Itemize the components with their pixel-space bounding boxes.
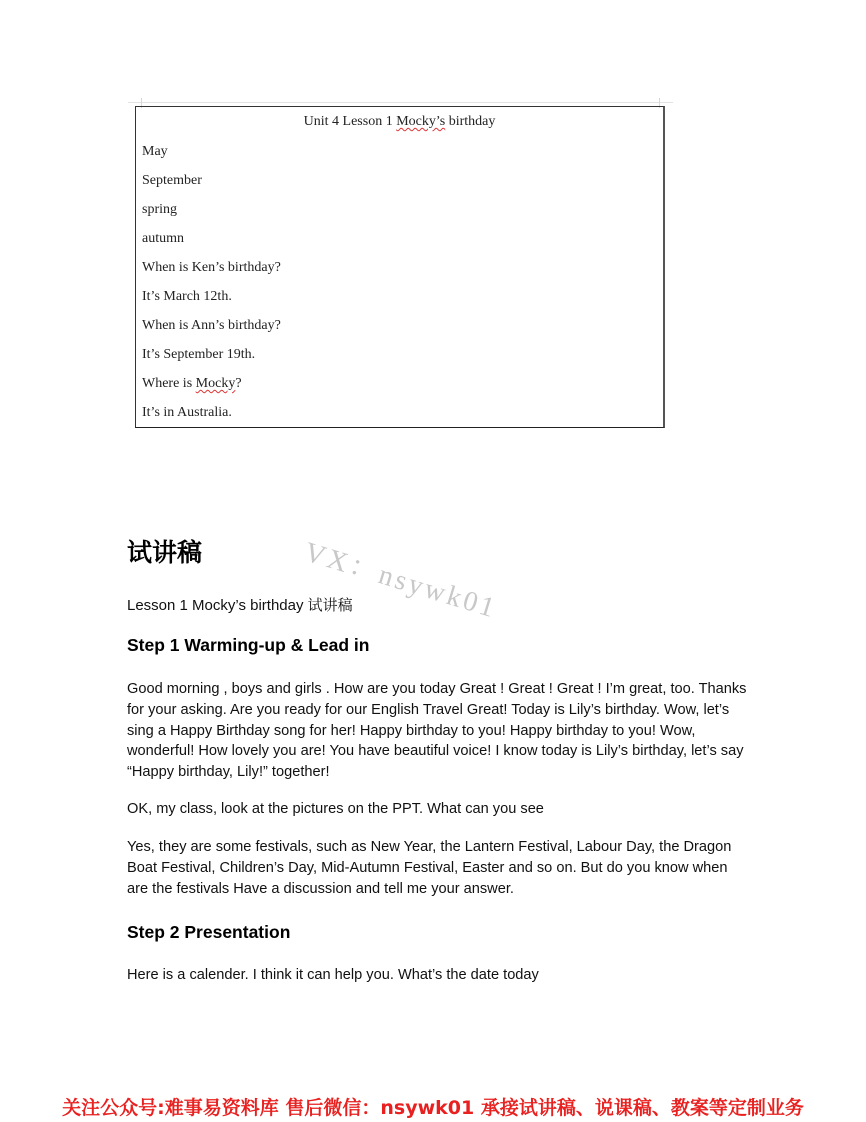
table-guide-line: [128, 102, 673, 103]
step2-heading: Step 2 Presentation: [127, 922, 291, 942]
board-line: autumn: [142, 231, 184, 246]
spellcheck-flagged-word: Mocky’s: [396, 114, 446, 129]
board-line: When is Ann’s birthday?: [142, 318, 281, 333]
board-line: It’s March 12th.: [142, 289, 232, 304]
title-text: Unit 4 Lesson 1: [303, 114, 397, 129]
board-line: [142, 376, 242, 392]
board-line: It’s September 19th.: [142, 347, 256, 362]
step1-heading: Step 1 Warming-up & Lead in: [127, 635, 370, 655]
board-line: It’s in Australia.: [142, 405, 232, 420]
blackboard-title: [136, 114, 663, 130]
spellcheck-flagged-word: Mocky: [195, 376, 236, 391]
board-line: spring: [142, 202, 177, 217]
blackboard-design-box: [135, 106, 665, 428]
paragraph: OK, my class, look at the pictures on the PPT. What can you see: [127, 801, 544, 817]
board-line-text: Where is: [142, 376, 196, 391]
board-line: May: [142, 144, 168, 159]
board-line-text: ?: [235, 376, 242, 391]
title-text-suffix: birthday: [445, 114, 496, 129]
paragraph: Good morning , boys and girls . How are you today Great ! Great ! Great ! I’m great, too. Thanks for your asking. Are you ready for our English Travel Great! Today is Lily’s birthday. Wow, let’s sing a Happy Birthday song for her! Happy birthday to you! Happy birthday to you! Wow, wonderful! How lovely you are! You have beautiful voice! I know today is Lily’s birthday, let’s say “Happy birthday, Lily!” together!: [127, 681, 747, 781]
script-subtitle: Lesson 1 Mocky’s birthday 试讲稿: [127, 597, 353, 614]
watermark: VX：nsywk01: [300, 536, 501, 625]
section-heading: 试讲稿: [127, 538, 203, 567]
paragraph: Yes, they are some festivals, such as New Year, the Lantern Festival, Labour Day, the Dragon Boat Festival, Children’s Day, Mid-Autumn Festival, Easter and so on. But do you know when are the festivals Have a discussion and tell me your answer.: [127, 839, 732, 897]
footer-ad-banner: 关注公众号:难事易资料库 售后微信：nsywk01 承接试讲稿、说课稿、教案等定制业务: [62, 1097, 804, 1119]
board-line: When is Ken’s birthday?: [142, 260, 281, 275]
board-line: September: [142, 173, 202, 188]
paragraph: Here is a calender. I think it can help you. What’s the date today: [127, 967, 539, 983]
